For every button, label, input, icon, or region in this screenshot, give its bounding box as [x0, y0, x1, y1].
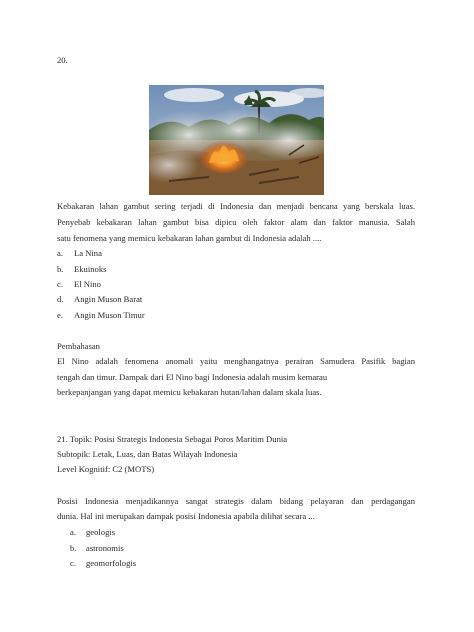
- peatland-fire-photo: [149, 85, 324, 195]
- explanation-line-2: tengah dan timur. Dampak dari El Nino bagi Indonesia adalah musim kemarau: [57, 372, 328, 382]
- question-20-number: 20.: [57, 55, 68, 65]
- option-text: Ekuinoks: [74, 264, 107, 274]
- option-text: astronomis: [86, 543, 124, 553]
- question-20-stem-line-2: Penyebab kebakaran lahan gambut bisa dipicu oleh faktor alam dan faktor manusia. Salah: [57, 217, 415, 227]
- question-21-topic: 21. Topik: Posisi Strategis Indonesia Sebagai Poros Maritim Dunia: [57, 434, 288, 444]
- option-letter: a.: [57, 248, 63, 258]
- option-letter: b.: [70, 543, 77, 553]
- option-text: geologis: [86, 527, 116, 537]
- question-21-subtopic: Subtopik: Letak, Luas, dan Batas Wilayah Indonesia: [57, 449, 238, 459]
- question-21-stem-line-2: dunia. Hal ini merupakan dampak posisi Indonesia apabila dilihat secara ...: [57, 511, 315, 521]
- option-letter: e.: [57, 310, 63, 320]
- option-letter: b.: [57, 264, 64, 274]
- explanation-title: Pembahasan: [57, 341, 100, 351]
- option-letter: d.: [57, 294, 64, 304]
- option-letter: a.: [70, 527, 76, 537]
- option-text: geomorfologis: [86, 558, 137, 568]
- option-text: El Nino: [74, 279, 101, 289]
- option-letter: c.: [70, 558, 76, 568]
- explanation-line-3: berkepanjangan yang dapat memicu kebakaran hutan/lahan dalam skala luas.: [57, 387, 322, 397]
- question-21-level: Level Kognitif: C2 (MOTS): [57, 464, 155, 474]
- question-20-stem-line-1: Kebakaran lahan gambut sering terjadi di Indonesia dan menjadi bencana yang berskala luas.: [57, 201, 415, 211]
- question-21-stem-line-1: Posisi Indonesia menjadikannya sangat strategis dalam bidang pelayaran dan perdagangan: [57, 496, 415, 506]
- explanation-line-1: El Nino adalah fenomena anomali yaitu menghangatnya perairan Samudera Pasifik bagian: [57, 356, 415, 366]
- question-20-stem-line-3: satu fenomena yang memicu kebakaran lahan gambut di Indonesia adalah ....: [57, 233, 322, 243]
- option-text: Angin Muson Barat: [74, 294, 143, 304]
- option-text: Angin Muson Timur: [74, 310, 145, 320]
- option-text: La Nina: [74, 248, 102, 258]
- option-letter: c.: [57, 279, 63, 289]
